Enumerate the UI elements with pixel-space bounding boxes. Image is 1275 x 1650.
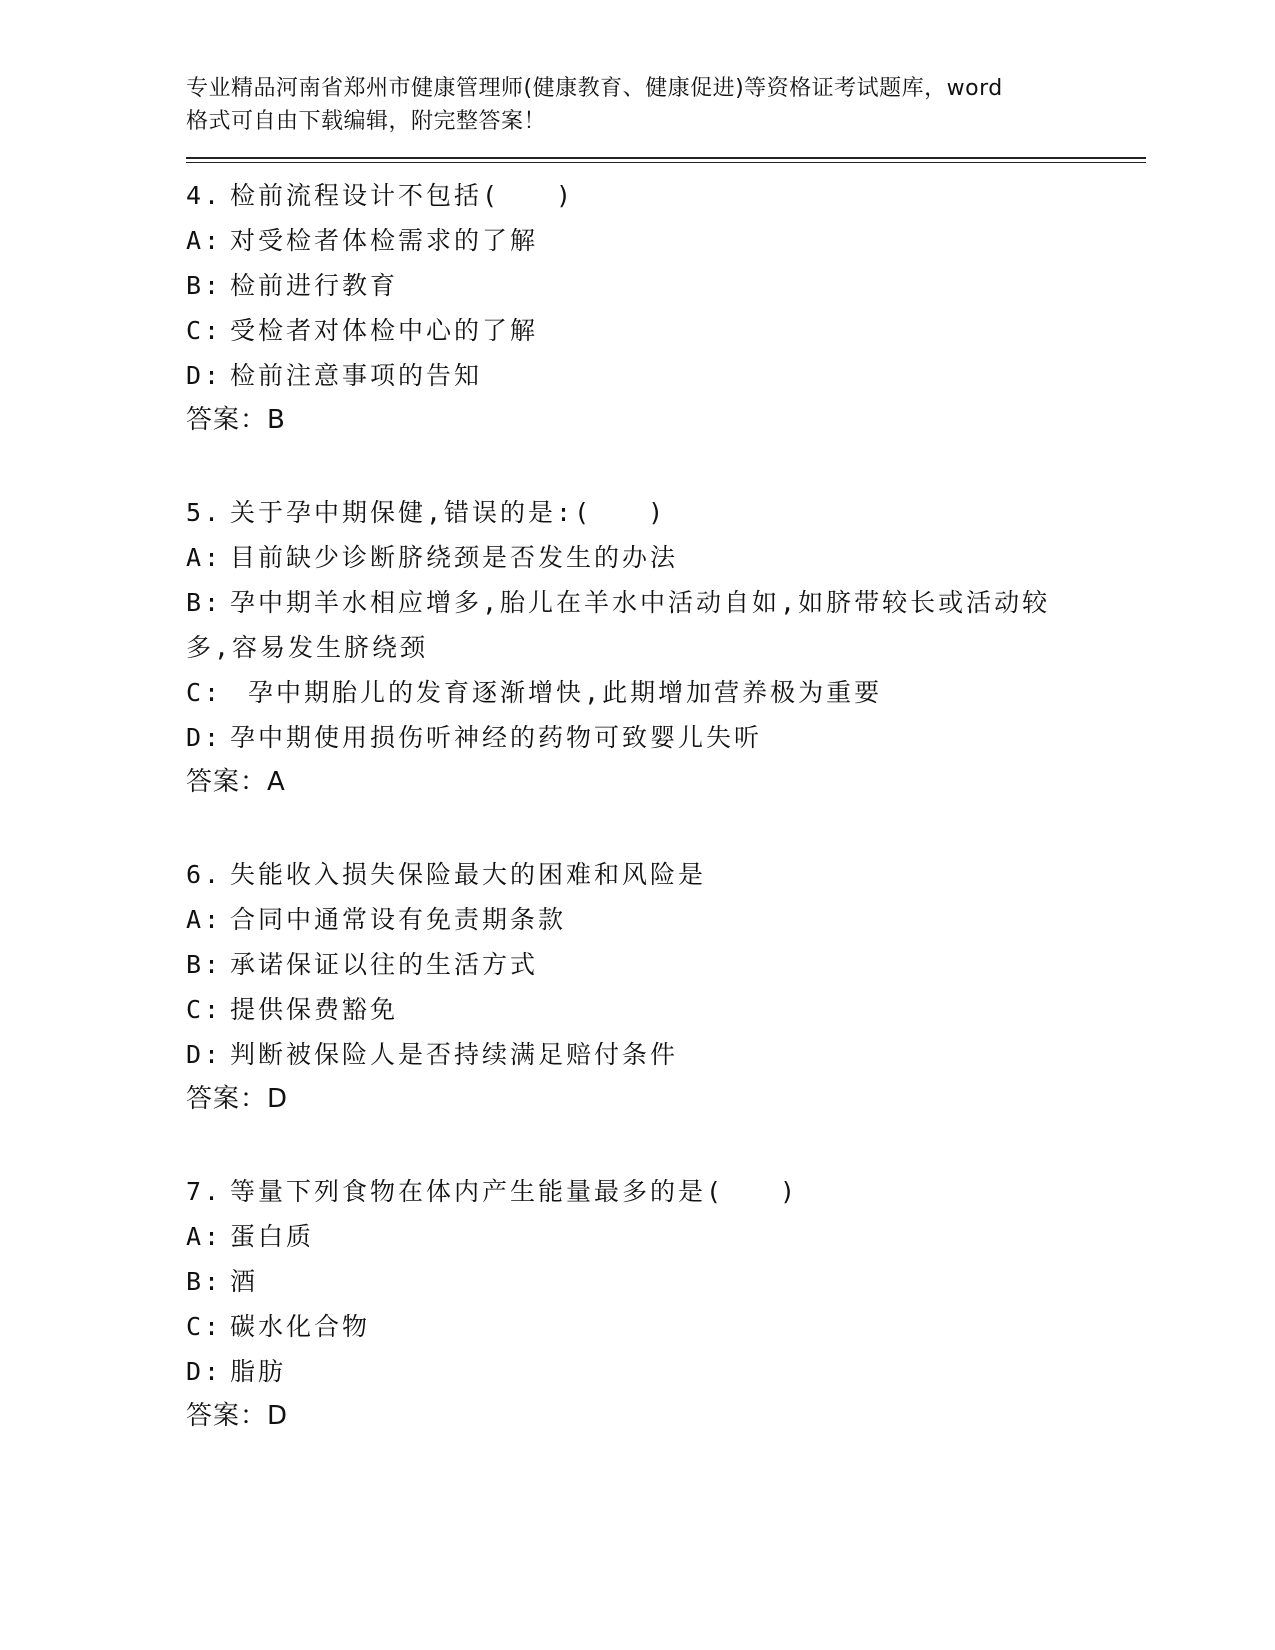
option-text: 提供保费豁免: [230, 995, 399, 1024]
option-text: 对受检者体检需求的了解: [230, 226, 539, 255]
option-label: C:: [186, 1312, 223, 1341]
option-d: [186, 715, 1146, 760]
option-d: [186, 1349, 1146, 1394]
question-6: [186, 852, 1146, 1122]
answer-line: 答案：B: [186, 405, 286, 435]
question-text: 失能收入损失保险最大的困难和风险是: [230, 860, 707, 889]
option-d: [186, 1032, 1146, 1077]
option-label: D:: [186, 361, 223, 390]
option-label: D:: [186, 723, 223, 752]
header-line-2: 格式可自由下载编辑，附完整答案！: [186, 109, 547, 134]
option-text: 检前进行教育: [230, 271, 399, 300]
option-b: [186, 1259, 1146, 1304]
option-label: B:: [186, 588, 223, 617]
option-label: B:: [186, 950, 223, 979]
option-a: [186, 535, 1146, 580]
option-text: 孕中期羊水相应增多,胎儿在羊水中活动自如,如脐带较长或活动较: [230, 588, 1051, 617]
question-4: [186, 173, 1146, 443]
option-label: C:: [186, 995, 223, 1024]
question-text: 等量下列食物在体内产生能量最多的是( ): [230, 1177, 799, 1206]
question-5: [186, 490, 1146, 805]
question-stem: [186, 852, 1146, 897]
option-a: [186, 897, 1146, 942]
question-number: 5.: [186, 498, 223, 527]
option-label: C:: [186, 678, 223, 707]
header-divider: [186, 157, 1146, 163]
question-7: [186, 1169, 1146, 1439]
question-text: 检前流程设计不包括( ): [230, 181, 575, 210]
option-label: B:: [186, 271, 223, 300]
question-stem: [186, 173, 1146, 218]
option-text: 合同中通常设有免责期条款: [230, 905, 567, 934]
option-label: A:: [186, 1222, 223, 1251]
question-number: 4.: [186, 181, 223, 210]
option-text: 脂肪: [230, 1357, 287, 1386]
option-label: D:: [186, 1357, 223, 1386]
option-text: 孕中期胎儿的发育逐渐增快,此期增加营养极为重要: [230, 678, 883, 707]
option-label: D:: [186, 1040, 223, 1069]
option-label: A:: [186, 543, 223, 572]
question-list: [186, 173, 1146, 1439]
answer-line: 答案：A: [186, 767, 286, 797]
option-c: [186, 1304, 1146, 1349]
option-text: 受检者对体检中心的了解: [230, 316, 539, 345]
option-text: 承诺保证以往的生活方式: [230, 950, 539, 979]
option-label: A:: [186, 905, 223, 934]
option-c: [186, 670, 1146, 715]
option-a: [186, 1214, 1146, 1259]
question-stem: [186, 1169, 1146, 1214]
option-text: 目前缺少诊断脐绕颈是否发生的办法: [230, 543, 679, 572]
question-number: 6.: [186, 860, 223, 889]
option-text: 蛋白质: [230, 1222, 315, 1251]
option-b: [186, 263, 1146, 308]
option-text: 检前注意事项的告知: [230, 361, 483, 390]
option-c: [186, 987, 1146, 1032]
option-label: A:: [186, 226, 223, 255]
answer-line: 答案：D: [186, 1084, 289, 1114]
question-text: 关于孕中期保健,错误的是:( ): [230, 498, 667, 527]
option-label: C:: [186, 316, 223, 345]
option-d: [186, 353, 1146, 398]
option-b-continued: 多,容易发生脐绕颈: [186, 633, 429, 662]
option-b: [186, 580, 1146, 625]
option-text: 孕中期使用损伤听神经的药物可致婴儿失听: [230, 723, 763, 752]
option-text: 酒: [230, 1267, 259, 1296]
option-b: [186, 942, 1146, 987]
document-page: [186, 72, 1146, 1486]
option-c: [186, 308, 1146, 353]
option-label: B:: [186, 1267, 223, 1296]
answer-line: 答案：D: [186, 1401, 289, 1431]
header-line-1: 专业精品河南省郑州市健康管理师(健康教育、健康促进)等资格证考试题库，word: [186, 76, 1003, 101]
option-a: [186, 218, 1146, 263]
option-text: 判断被保险人是否持续满足赔付条件: [230, 1040, 679, 1069]
question-number: 7.: [186, 1177, 223, 1206]
option-text: 碳水化合物: [230, 1312, 371, 1341]
question-stem: [186, 490, 1146, 535]
